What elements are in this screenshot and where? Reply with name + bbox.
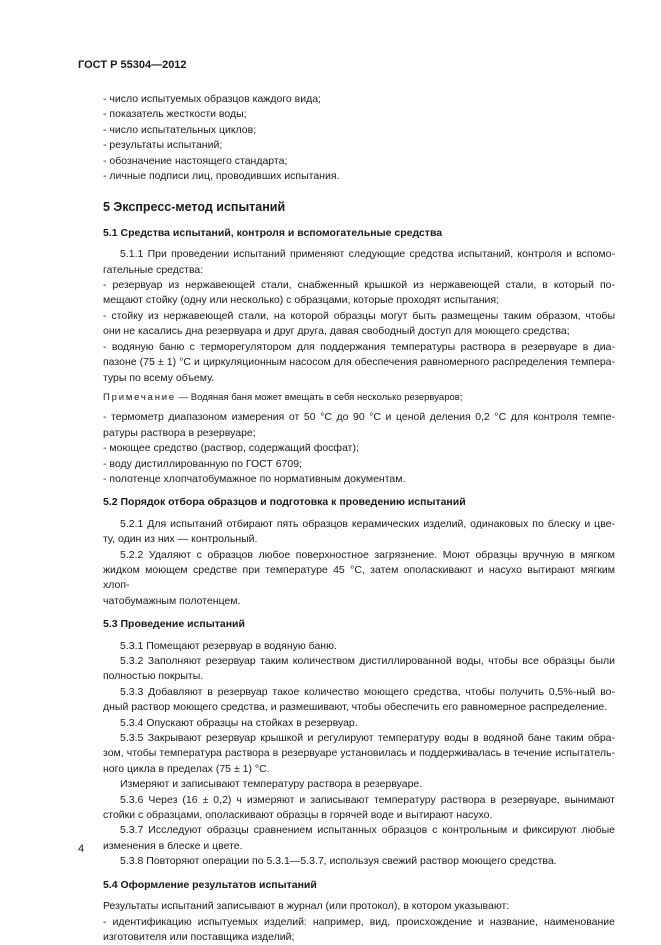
paragraph-line: - воду дистиллированную по ГОСТ 6709;	[103, 457, 302, 470]
list-item: - число испытуемых образцов каждого вида;	[103, 93, 321, 105]
paragraph-line: 5.3.6 Через (16 ± 0,2) ч измеряют и записывают температуру раствора в резервуаре, вынимают	[120, 793, 615, 806]
list-item: - обозначение настоящего стандарта;	[103, 154, 288, 167]
paragraph-line: мещают стойку (одну или несколько) с образцами, которые проходят испытания;	[103, 294, 500, 307]
paragraph-line: - стойку из нержавеющей стали, на которой образцы могут быть размещены таким образом, чтобы	[103, 309, 615, 322]
paragraph-line: жидком моющем средстве при температуре 45 °С, затем ополаскивают и насухо вытирают мягким хлоп-	[103, 563, 615, 592]
list-item: - личные подписи лиц, проводивших испытания.	[103, 170, 340, 183]
paragraph-line: 5.3.7 Исследуют образцы сравнением испытанных образцов с контрольным и фиксируют любые	[120, 824, 615, 837]
paragraph-line: ту, один из них — контрольный.	[103, 533, 258, 546]
page-body	[103, 92, 615, 945]
paragraph-line: 5.3.3 Добавляют в резервуар такое количество моющего средства, чтобы получить 0,5%-ный во-	[120, 685, 615, 698]
list-item: - показатель жесткости воды;	[103, 108, 247, 121]
paragraph-line: туры по всему объему.	[103, 371, 215, 384]
paragraph-line: гательные средства:	[103, 263, 204, 276]
paragraph-line: чатобумажным полотенцем.	[103, 594, 241, 607]
paragraph-line: 5.2.1 Для испытаний отбирают пять образцов керамических изделий, одинаковых по блеску и цве-	[120, 517, 615, 530]
standard-id-header: ГОСТ Р 55304—2012	[78, 59, 187, 71]
paragraph-line: - водяную баню с терморегулятором для поддержания температуры раствора в резервуаре в диа-	[103, 340, 615, 353]
paragraph-line: - полотенце хлопчатобумажное по нормативным документам.	[103, 472, 406, 485]
page-number: 4	[78, 843, 85, 855]
paragraph-line: - идентификацию испытуемых изделий: например, вид, происхождение и название, наименование	[103, 915, 615, 928]
paragraph-line: - термометр диапазоном измерения от 50 °С до 90 °С и ценой деления 0,2 °С для контроля темпе-	[103, 411, 615, 424]
results-record-list	[103, 92, 615, 184]
section-5-heading: 5 Экспресс-метод испытаний	[103, 200, 286, 215]
note-label: Примечание	[103, 391, 176, 403]
subsection-5-1-heading: 5.1 Средства испытаний, контроля и вспомогательные средства	[103, 226, 443, 239]
paragraph-line: полностью покрыты.	[103, 670, 204, 683]
subsection-5-3-heading: 5.3 Проведение испытаний	[103, 618, 245, 631]
paragraph-line: - моющее средство (раствор, содержащий фосфат);	[103, 442, 359, 455]
paragraph-line: изменения в блеске и цвете.	[103, 839, 243, 852]
paragraph-line: Измеряют и записывают температуру раствора в резервуаре.	[120, 778, 423, 791]
list-item: - результаты испытаний;	[103, 139, 223, 152]
paragraph-line: 5.3.1 Помещают резервуар в водяную баню.	[120, 639, 337, 652]
paragraph-line: 5.3.2 Заполняют резервуар таким количеством дистиллированной воды, чтобы все образцы были	[120, 655, 615, 667]
paragraph-line: 5.2.2 Удаляют с образцов любое поверхностное загрязнение. Моют образцы вручную в мягком	[120, 548, 615, 561]
note-text: — Водяная баня может вмещать в себя несколько резервуаров;	[176, 391, 463, 403]
paragraph-line: изготовителя или поставщика изделий;	[103, 930, 295, 943]
paragraph-line: дный раствор моющего средства, и размешивают, чтобы обеспечить его равномерное распределение.	[103, 701, 608, 714]
paragraph-line: 5.3.4 Опускают образцы на стойках в резервуар.	[120, 716, 358, 729]
paragraph-line: 5.1.1 При проведении испытаний применяют следующие средства испытаний, контроля и вспомо-	[120, 248, 615, 261]
paragraph-line: ного цикла в пределах (75 ± 1) °С.	[103, 762, 270, 775]
note	[103, 390, 615, 405]
paragraph-line: зом, чтобы температура раствора в резервуаре установилась и поддерживалась в течение испытатель-	[103, 747, 615, 760]
paragraph-line: 5.3.5 Закрывают резервуар крышкой и регулируют температуру воды в водяной бане таким обра-	[120, 732, 615, 745]
paragraph-line: они не касались дна резервуара и друг друга, давая свободный доступ для моющего средства;	[103, 325, 570, 338]
paragraph-line: 5.3.8 Повторяют операции по 5.3.1—5.3.7, используя свежий раствор моющего средства.	[120, 855, 557, 868]
paragraph-line: ратуры раствора в резервуаре;	[103, 426, 256, 439]
paragraph-line: пазоне (75 ± 1) °С и циркуляционным насосом для обеспечения равномерного распределения темпера-	[103, 356, 615, 369]
paragraph-line: Результаты испытаний записывают в журнал (или протокол), в котором указывают:	[103, 900, 510, 913]
paragraph-line: - резервуар из нержавеющей стали, снабженный крышкой из нержавеющей стали, в который по-	[103, 279, 615, 292]
paragraph-line: стойки с образцами, ополаскивают образцы в горячей воде и вытирают насухо.	[103, 809, 493, 822]
subsection-5-4-heading: 5.4 Оформление результатов испытаний	[103, 878, 317, 891]
list-item: - число испытательных циклов;	[103, 123, 257, 136]
subsection-5-2-heading: 5.2 Порядок отбора образцов и подготовка к проведению испытаний	[103, 496, 466, 509]
